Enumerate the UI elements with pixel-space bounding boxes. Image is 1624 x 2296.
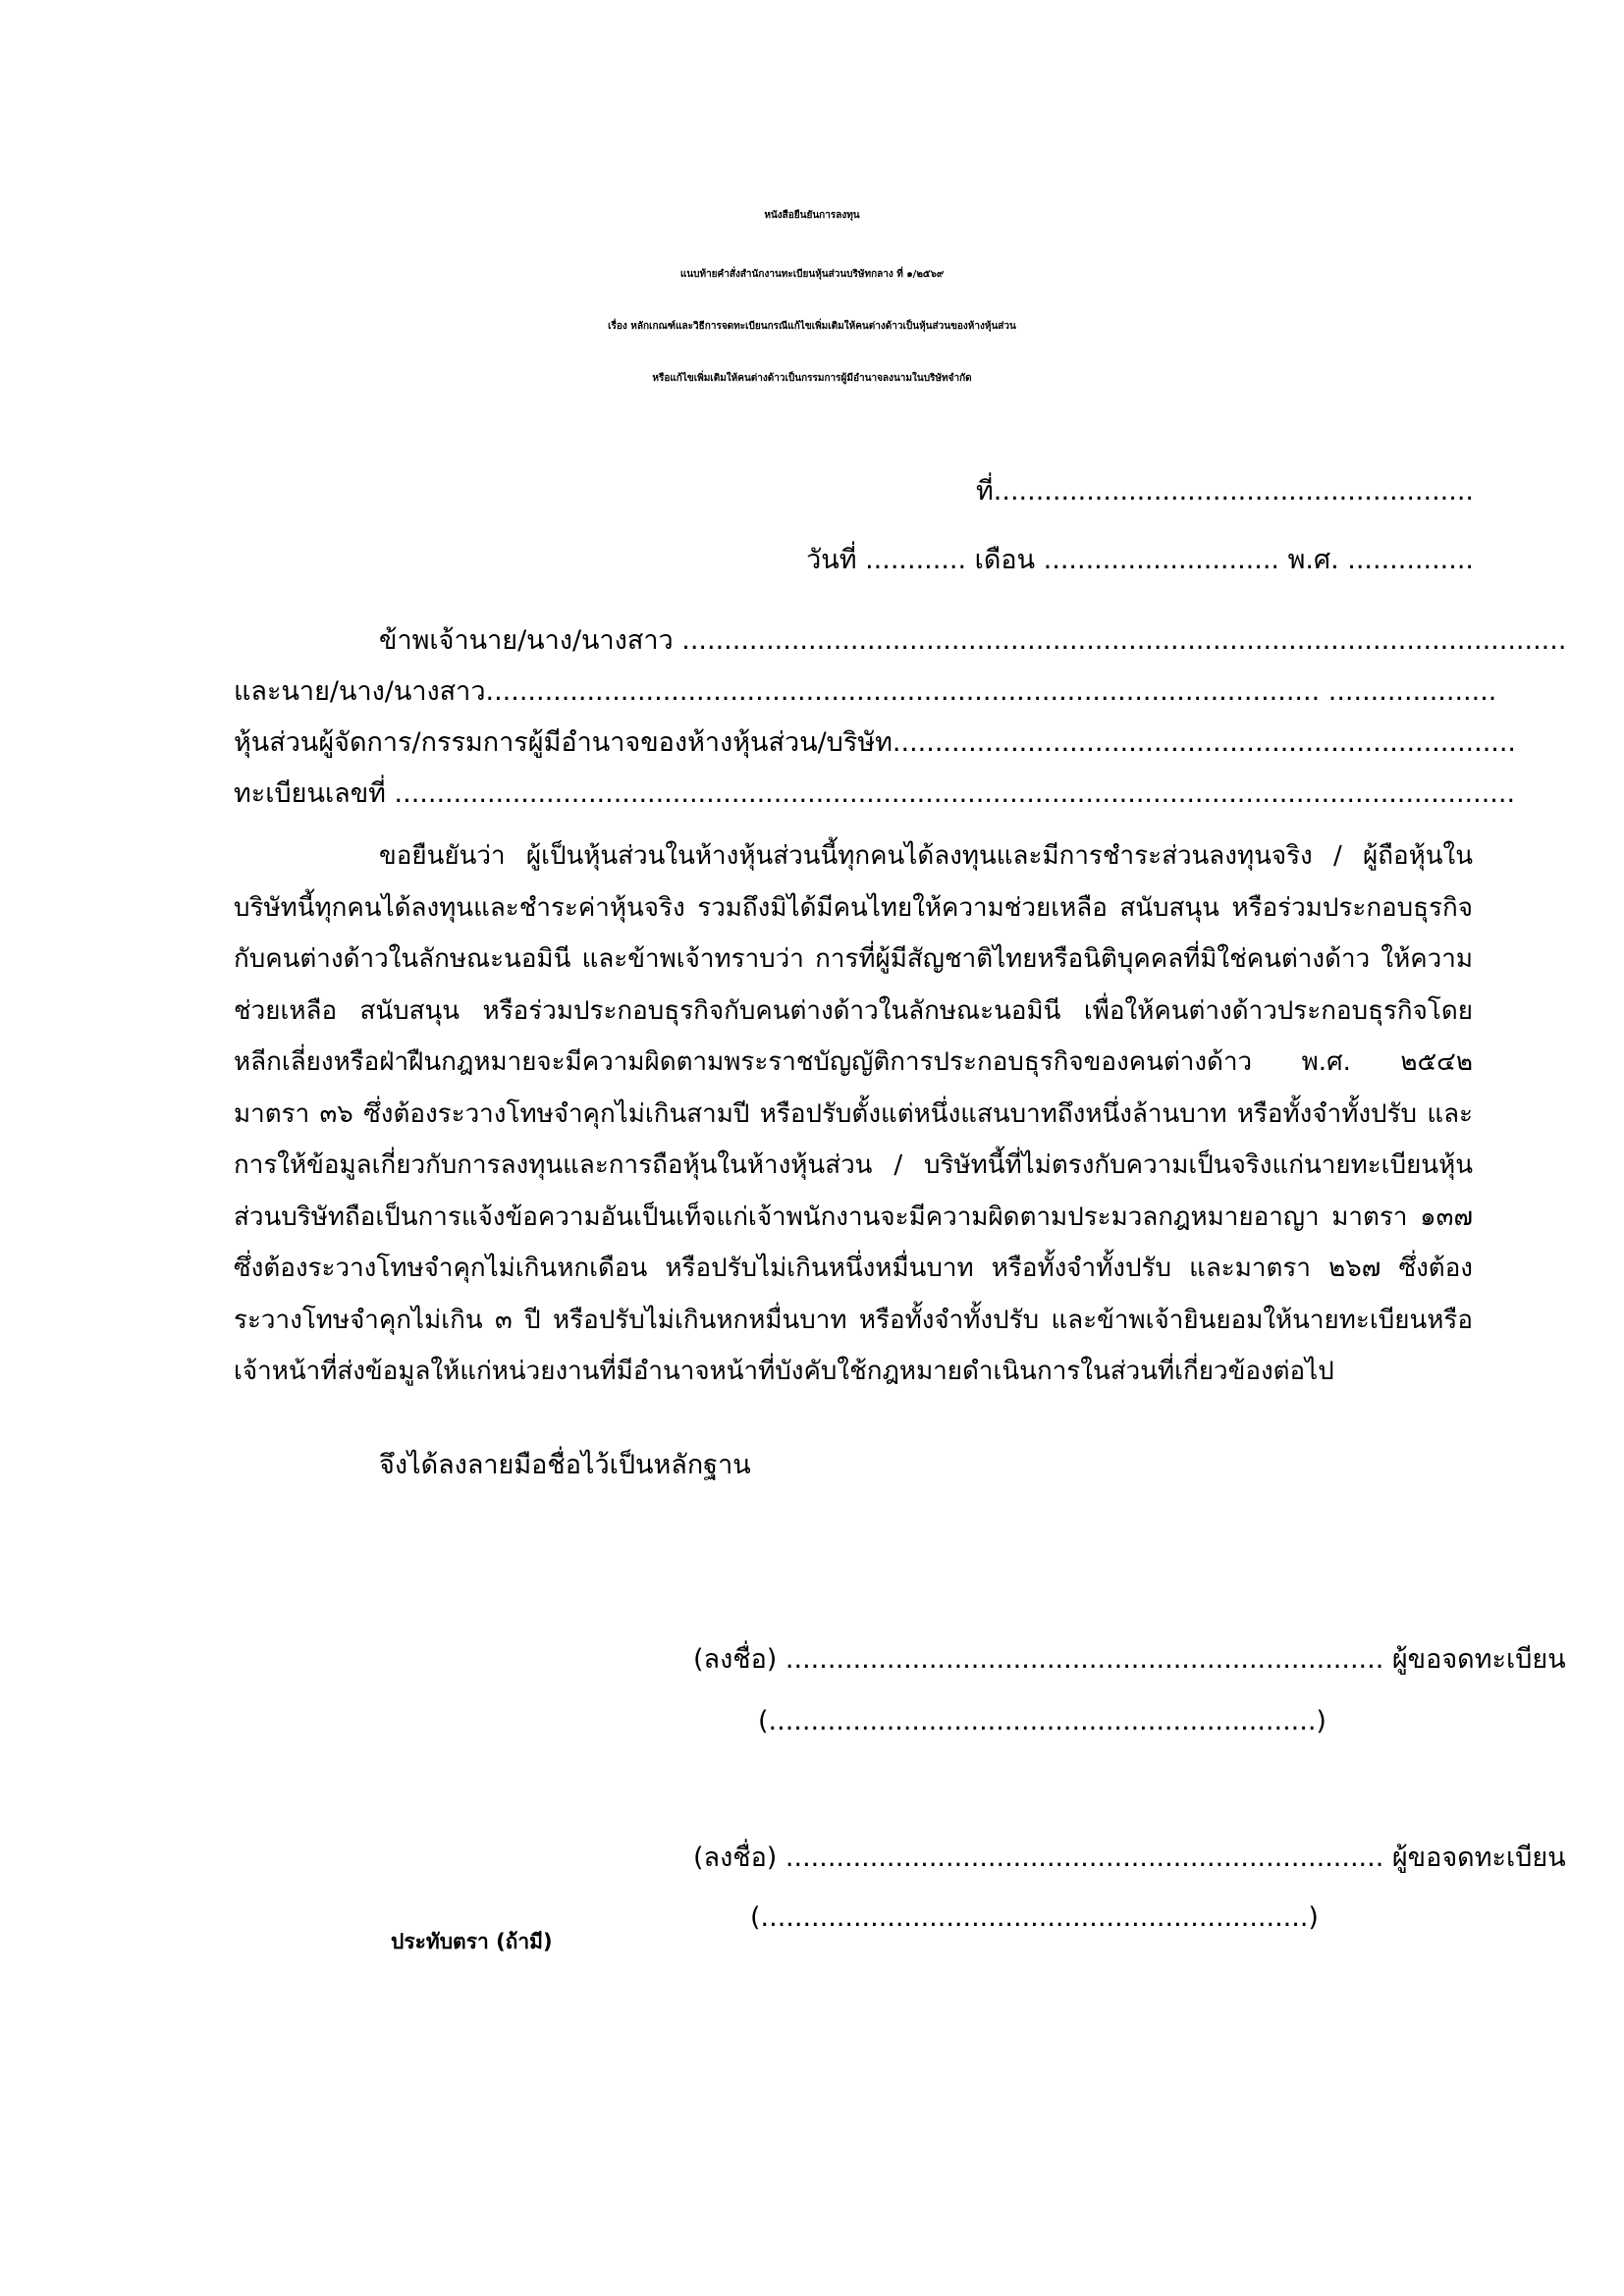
document-title: หนังสือยืนยันการลงทุน (764, 210, 860, 221)
date-field[interactable]: วันที่ ............ เดือน ............................ พ.ศ. ............... (806, 545, 1474, 575)
signature-line-2[interactable]: (ลงชื่อ) ....................................................................... ผู้ขอจดทะเบียน (693, 1842, 1566, 1873)
position-field[interactable]: หุ้นส่วนผู้จัดการ/กรรมการผู้มีอำนาจของห้างหุ้นส่วน/บริษัท.......................................................................... (234, 727, 1517, 758)
declaration-paragraph: ขอยืนยันว่า ผู้เป็นหุ้นส่วนในห้างหุ้นส่วนนี้ทุกคนได้ลงทุนและมีการชำระส่วนลงทุนจริง / ผู้ถือหุ้นในบริษัทนี้ทุกคนได้ลงทุนและชำระค่าหุ้นจริง รวมถึงมิได้มีคนไทยให้ความช่วยเหลือ สนับสนุน หรือร่วมประกอบธุรกิจกับคนต่างด้าวในลักษณะนอมินี และข้าพเจ้าทราบว่า การที่ผู้มีสัญชาติไทยหรือนิติบุคคลที่มิใช่คนต่างด้าว ให้ความช่วยเหลือ สนับสนุน หรือร่วมประกอบธุรกิจกับคนต่างด้าวในลักษณะนอมินี เพื่อให้คนต่างด้าวประกอบธุรกิจโดยหลีกเลี่ยงหรือฝ่าฝืนกฎหมายจะมีความผิดตามพระราชบัญญัติการประกอบธุรกิจของคนต่างด้าว พ.ศ. ๒๕๔๒ มาตรา ๓๖ ซึ่งต้องระวางโทษจำคุกไม่เกินสามปี หรือปรับตั้งแต่หนึ่งแสนบาทถึงหนึ่งล้านบาท หรือทั้งจำทั้งปรับ และการให้ข้อมูลเกี่ยวกับการลงทุนและการถือหุ้นในห้างหุ้นส่วน / บริษัทนี้ที่ไม่ตรงกับความเป็นจริงแก่นายทะเบียนหุ้นส่วนบริษัทถือเป็นการแจ้งข้อความอันเป็นเท็จแก่เจ้าพนักงานจะมีความผิดตามประมวลกฎหมายอาญา มาตรา ๑๓๗ ซึ่งต้องระวางโทษจำคุกไม่เกินหกเดือน หรือปรับไม่เกินหนึ่งหมื่นบาท หรือทั้งจำทั้งปรับ และมาตรา ๒๖๗ ซึ่งต้องระวางโทษจำคุกไม่เกิน ๓ ปี หรือปรับไม่เกินหกหมื่นบาท หรือทั้งจำทั้งปรับ และข้าพเจ้ายินยอมให้นายทะเบียนหรือเจ้าหน้าที่ส่งข้อมูลให้แก่หน่วยงานที่มีอำนาจหน้าที่บังคับใช้กฎหมายดำเนินการในส่วนที่เกี่ยวข้องต่อไป (234, 841, 1473, 1386)
place-field[interactable]: ที่......................................................... (975, 476, 1474, 507)
seal-note: ประทับตรา (ถ้ามี) (391, 1930, 553, 1953)
subject-line-2: หรือแก้ไขเพิ่มเติมให้คนต่างด้าวเป็นกรรมการผู้มีอำนาจลงนามในบริษัทจำกัด (652, 373, 972, 384)
name-line-1[interactable]: (.................................................................) (758, 1706, 1326, 1736)
and-person-field[interactable]: และนาย/นาง/นางสาว................................................................................................... .................... (234, 676, 1497, 707)
document-subtitle: แนบท้ายคำสั่งสำนักงานทะเบียนหุ้นส่วนบริษัทกลาง ที่ ๑/๒๕๖๙ (679, 269, 945, 280)
declarant-field[interactable]: ข้าพเจ้านาย/นาง/นางสาว ......................................................................................................... (379, 625, 1567, 656)
registration-field[interactable]: ทะเบียนเลขที่ ..................................................................................................................................... (234, 778, 1516, 809)
signature-line-1[interactable]: (ลงชื่อ) ....................................................................... ผู้ขอจดทะเบียน (693, 1644, 1566, 1675)
name-line-2[interactable]: (.................................................................) (750, 1902, 1319, 1933)
closing-text: จึงได้ลงลายมือชื่อไว้เป็นหลักฐาน (379, 1450, 751, 1480)
subject-line-1: เรื่อง หลักเกณฑ์และวิธีการจดทะเบียนกรณีแก้ไขเพิ่มเติมให้คนต่างด้าวเป็นหุ้นส่วนของห้างหุ้นส่วน (608, 321, 1016, 332)
